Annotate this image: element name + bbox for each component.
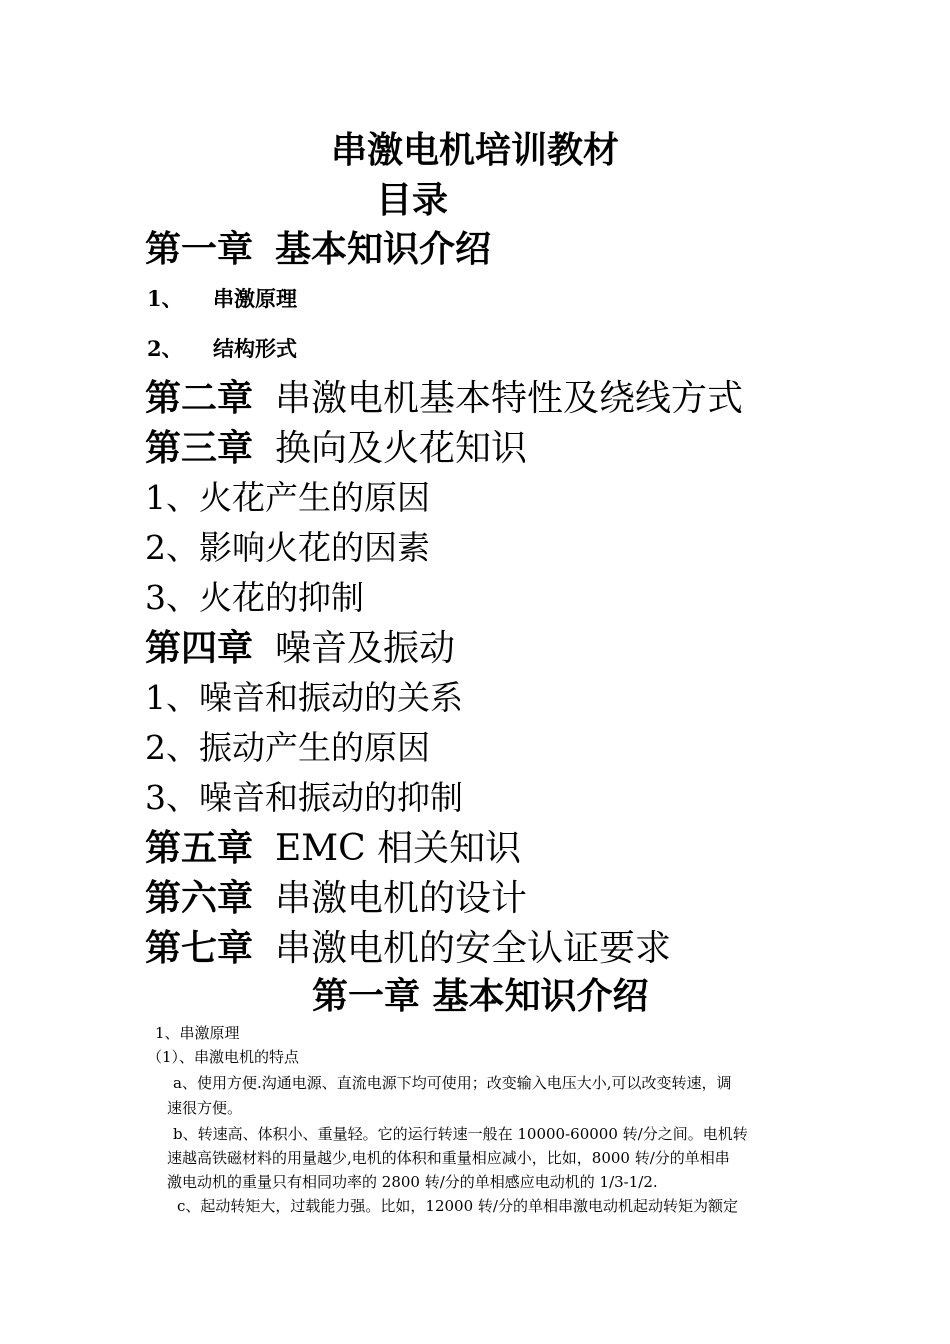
toc-chapter-4: [145, 627, 456, 669]
toc-item-text: 结构形式: [213, 336, 297, 361]
toc-chapter-name: 基本知识介绍: [275, 228, 492, 270]
toc-chapter-number: 第七章: [145, 927, 254, 969]
toc-chapter-number: 第三章: [145, 427, 254, 469]
toc-chapter-name: 串激电机的设计: [275, 878, 528, 919]
toc-ch1-item-2: [147, 338, 297, 359]
toc-ch4-item-3: 3、噪音和振动的抑制: [145, 778, 463, 817]
toc-chapter-number: 第四章: [145, 627, 254, 669]
toc-chapter-name: EMC 相关知识: [275, 828, 522, 869]
toc-chapter-2: [145, 377, 744, 419]
toc-ch3-item-2: 2、影响火花的因素: [145, 528, 430, 567]
body-paragraph-a-line-1: a、使用方便.沟通电源、直流电源下均可使用；改变输入电压大小,可以改变转速，调: [173, 1074, 732, 1092]
toc-item-text: 串激原理: [213, 286, 297, 311]
toc-ch4-item-1: 1、噪音和振动的关系: [145, 678, 463, 717]
toc-ch3-item-1: 1、火花产生的原因: [145, 478, 430, 517]
body-subheading-2: （1）、串激电机的特点: [147, 1048, 300, 1066]
toc-chapter-number: 第六章: [145, 877, 254, 919]
toc-chapter-name: 串激电机的安全认证要求: [275, 928, 672, 969]
toc-chapter-number: 第二章: [145, 377, 254, 419]
toc-chapter-1: [145, 228, 492, 270]
toc-chapter-number: 第一章: [145, 228, 254, 270]
body-paragraph-b-line-2: 速越高铁磁材料的用量越少,电机的体积和重量相应减小，比如，8000 转/分的单相串: [167, 1149, 730, 1167]
toc-ch3-item-3: 3、火花的抑制: [145, 578, 364, 617]
toc-chapter-name: 噪音及振动: [275, 628, 456, 669]
body-paragraph-a-line-2: 速很方便。: [167, 1099, 243, 1117]
toc-item-number: 2、: [147, 336, 183, 361]
section-heading: 第一章 基本知识介绍: [312, 975, 649, 1017]
toc-chapter-6: [145, 877, 528, 919]
toc-label: 目录: [376, 179, 449, 221]
toc-ch4-item-2: 2、振动产生的原因: [145, 728, 430, 767]
toc-chapter-name: 串激电机基本特性及绕线方式: [275, 378, 744, 419]
body-subheading-1: 1、串激原理: [155, 1024, 240, 1042]
toc-chapter-name: 换向及火花知识: [275, 428, 528, 469]
toc-chapter-3: [145, 427, 528, 469]
toc-chapter-number: 第五章: [145, 827, 254, 869]
body-paragraph-b-line-3: 激电动机的重量只有相同功率的 2800 转/分的单相感应电动机的 1/3-1/2.: [167, 1173, 658, 1191]
body-paragraph-c-line-1: c、起动转矩大，过载能力强。比如，12000 转/分的单相串激电动机起动转矩为额定: [177, 1197, 738, 1215]
toc-chapter-5: [145, 827, 522, 869]
toc-ch1-item-1: [147, 288, 297, 309]
body-paragraph-b-line-1: b、转速高、体积小、重量轻。它的运行转速一般在 10000-60000 转/分之间。电机转: [173, 1125, 748, 1143]
toc-item-number: 1、: [147, 286, 183, 311]
document-title: 串激电机培训教材: [330, 129, 619, 171]
toc-chapter-7: [145, 927, 672, 969]
